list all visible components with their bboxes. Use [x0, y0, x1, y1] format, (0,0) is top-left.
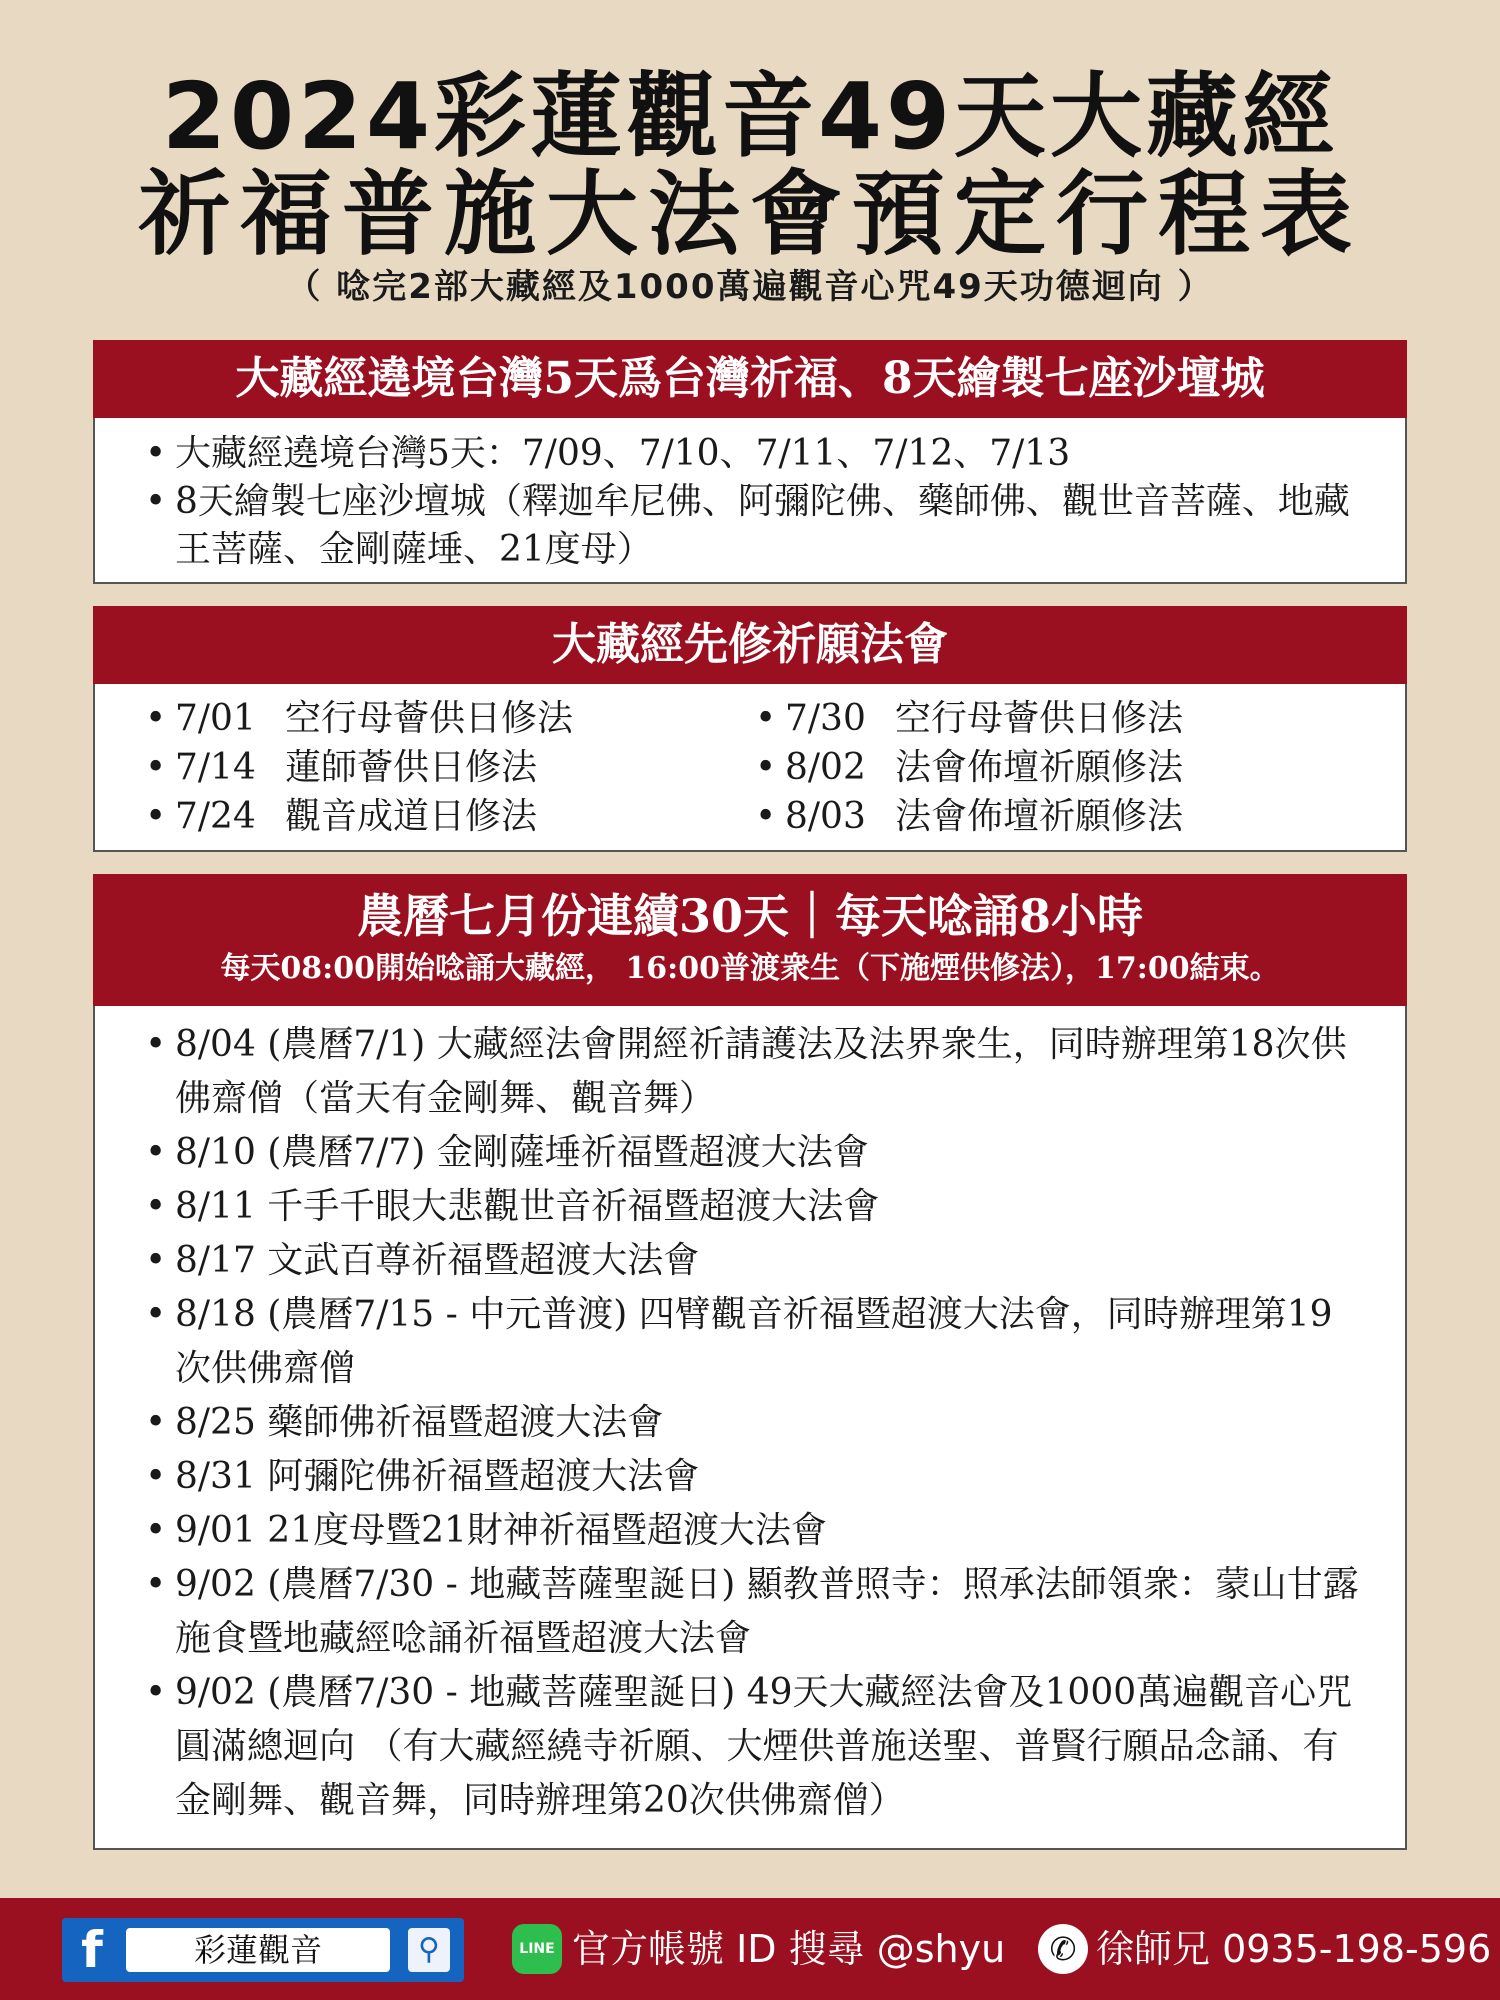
facebook-search-text: 彩蓮觀音	[126, 1928, 390, 1972]
list-item	[755, 694, 1365, 743]
facebook-icon: f	[81, 1921, 103, 1979]
right-column	[755, 694, 1365, 850]
event-date: 7/14	[175, 747, 256, 788]
section-main-ceremony	[93, 874, 1407, 1850]
line-official-account: 官方帳號 ID 搜尋 @shyu	[572, 1927, 1006, 1971]
event-text: 空行母薈供日修法	[285, 698, 574, 739]
event-text: 空行母薈供日修法	[895, 698, 1184, 739]
event-date: 8/02	[785, 747, 866, 788]
list-item	[145, 743, 755, 792]
list-item: • 大藏經遶境台灣5天：7/09、7/10、7/11、7/12、7/13	[145, 430, 1365, 478]
event-text: 觀音成道日修法	[285, 796, 538, 837]
event-date: 7/24	[175, 796, 256, 837]
facebook-search-box[interactable]	[62, 1918, 464, 1982]
list-item: • 9/02 (農曆7/30 - 地藏菩薩聖誕日) 顯教普照寺：照承法師領衆：蒙山甘露施食暨地藏經唸誦祈福暨超渡大法會	[145, 1558, 1365, 1666]
section-heading	[93, 874, 1407, 1006]
list-item	[755, 792, 1365, 841]
list-item	[755, 743, 1365, 792]
list-item: • 8/04 (農曆7/1) 大藏經法會開經祈請護法及法界衆生，同時辦理第18次供佛齋僧（當天有金剛舞、觀音舞）	[145, 1018, 1365, 1126]
title-line-1: 2024彩蓮觀音49天大藏經	[161, 63, 1339, 170]
subtitle: （ 唸完2部大藏經及1000萬遍觀音心咒49天功德迴向 ）	[286, 267, 1214, 307]
phone-icon: ✆	[1038, 1924, 1088, 1974]
footer-contact-bar	[0, 1898, 1500, 2000]
event-text: 法會佈壇祈願修法	[895, 747, 1184, 788]
section-pre-ceremony	[93, 606, 1407, 852]
left-column	[145, 694, 755, 850]
list-item: • 8/17 文武百尊祈福暨超渡大法會	[145, 1234, 1365, 1288]
list-item: • 9/01 21度母暨21財神祈福暨超渡大法會	[145, 1504, 1365, 1558]
list-item	[145, 792, 755, 841]
section-subtitle: 每天08:00開始唸誦大藏經， 16:00普渡衆生（下施煙供修法），17:00結束。	[220, 951, 1280, 986]
event-text: 蓮師薈供日修法	[285, 747, 538, 788]
event-text: 法會佈壇祈願修法	[895, 796, 1184, 837]
phone-contact: 徐師兄 0935-198-596	[1096, 1927, 1492, 1971]
list-item: • 9/02 (農曆7/30 - 地藏菩薩聖誕日) 49天大藏經法會及1000萬遍觀音心咒圓滿總迴向 （有大藏經繞寺祈願、大煙供普施送聖、普賢行願品念誦、有金剛舞、觀音舞，同時辦理第20次供佛齋僧）	[145, 1666, 1365, 1828]
list-item: • 8/25 藥師佛祈福暨超渡大法會	[145, 1396, 1365, 1450]
section-body	[93, 684, 1407, 852]
event-date: 8/03	[785, 796, 866, 837]
list-item: • 8/31 阿彌陀佛祈福暨超渡大法會	[145, 1450, 1365, 1504]
list-item	[145, 694, 755, 743]
title-line-2: 祈福普施大法會預定行程表	[137, 161, 1362, 268]
section-heading: 大藏經遶境台灣5天爲台灣祈福、8天繪製七座沙壇城	[93, 340, 1407, 418]
event-date: 7/01	[175, 698, 256, 739]
list-item: • 8/10 (農曆7/7) 金剛薩埵祈福暨超渡大法會	[145, 1126, 1365, 1180]
section-title: 農曆七月份連續30天｜每天唸誦8小時	[356, 889, 1144, 943]
line-icon: LINE	[512, 1924, 562, 1974]
section-body	[93, 1006, 1407, 1850]
section-body	[93, 418, 1407, 584]
section-heading: 大藏經先修祈願法會	[93, 606, 1407, 684]
list-item: • 8天繪製七座沙壇城（釋迦牟尼佛、阿彌陀佛、藥師佛、觀世音菩薩、地藏王菩薩、金剛薩埵、21度母）	[145, 478, 1365, 574]
event-date: 7/30	[785, 698, 866, 739]
list-item: • 8/11 千手千眼大悲觀世音祈福暨超渡大法會	[145, 1180, 1365, 1234]
section-pilgrimage	[93, 340, 1407, 584]
list-item: • 8/18 (農曆7/15 - 中元普渡) 四臂觀音祈福暨超渡大法會，同時辦理第19次供佛齋僧	[145, 1288, 1365, 1396]
search-icon: ⚲	[408, 1928, 450, 1972]
